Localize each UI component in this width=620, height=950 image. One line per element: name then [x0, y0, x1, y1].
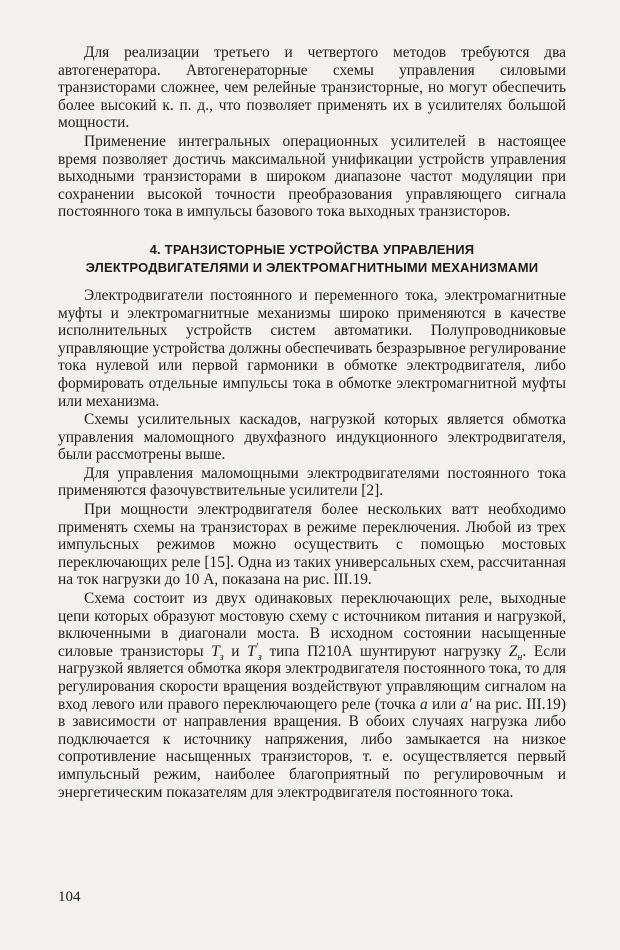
section-paragraph-3: Для управления маломощными электродвигателями постоянного тока применяются фазочувствительные усилители [2]. — [58, 464, 566, 500]
section-heading-line-1: 4. ТРАНЗИСТОРНЫЕ УСТРОЙСТВА УПРАВЛЕНИЯ — [149, 241, 475, 257]
paragraph-5-and: и — [223, 642, 248, 660]
intro-paragraph-2: Применение интегральных операционных усилителей в настоящее время позволяет достичь максимальной унификации устройств управления выходными транзисторами в широком диапазоне частот модуляции при сохранении высокой точности преобразования управляющего сигнала постоянного тока в импульсы базового тока выходных транзисторов. — [58, 132, 566, 221]
section-paragraph-2: Схемы усилительных каскадов, нагрузкой которых является обмотка управления маломощного двухфазного индукционного электродвигателя, были рассмотрены выше. — [58, 411, 566, 464]
paragraph-5-text-1: Схема состоит из двух одинаковых переключающих реле, выходные цепи которых образуют мостовую схему с источником питания и нагрузкой, включенными в диагонали моста. В исходном состоянии насыщенные силовые транзисторы — [58, 590, 566, 660]
intro-paragraph-1: Для реализации третьего и четвертого методов требуются два автогенератора. Автогенераторные схемы управления силовыми транзисторами сложнее, чем релейные транзисторные, но могут обеспечить более высокий к. п. д., что позволяет применять их в усилителях большой мощности. — [58, 44, 566, 132]
transistor-symbol-t3: $T_з$ — [211, 642, 224, 663]
paragraph-5-text-3: . Если нагрузкой является обмотка якоря электродвигателя постоянного тока, то для регулирования скорости вращения воздействуют управляющим сигналом на вход левого или правого переключающего реле (точка — [58, 642, 566, 713]
transistor-symbol-t3-prime: $T'_з$ — [247, 641, 262, 663]
load-symbol-zn: $Z_н$ — [508, 642, 523, 663]
point-a-prime: a′ — [460, 695, 472, 713]
section-paragraph-1: Электродвигатели постоянного и переменного тока, электромагнитные муфты и электромагнитные механизмы широко применяются в качестве исполнительных устройств систем автоматики. Полупроводниковые управляющие устройства должны обеспечивать безразрывное регулирование тока нулевой или первой гармоники в обмотке электродвигателя, либо формировать отдельные импульсы тока в обмотке электромагнитной муфты или механизма. — [58, 286, 566, 410]
point-a: a — [420, 695, 428, 713]
section-heading-line-2: ЭЛЕКТРОДВИГАТЕЛЯМИ И ЭЛЕКТРОМАГНИТНЫМИ МЕХАНИЗМАМИ — [85, 259, 539, 275]
page-number: 104 — [58, 889, 81, 905]
section-heading — [58, 241, 566, 277]
paragraph-5-or: или — [427, 695, 461, 713]
paragraph-5-text-2: типа П210А шунтируют нагрузку — [261, 642, 509, 660]
section-paragraph-4: При мощности электродвигателя более нескольких ватт необходимо применять схемы на транзисторах в режиме переключения. Любой из трех импульсных режимов можно осуществить с помощью мостовых переключающих реле [15]. Одна из таких универсальных схем, рассчитанная на ток нагрузки до 10 А, показана на рис. III.19. — [58, 501, 566, 589]
section-paragraph-5 — [58, 590, 566, 801]
paragraph-5-text-4: на рис. III.19) в зависимости от направления вращения. В обоих случаях нагрузка либо подключается к источнику напряжения, либо замыкается на низкое сопротивление насыщенных транзисторов, т. е. осуществляется первый импульсный режим, наиболее благоприятный по регулировочным и энергетическим показателям для электродвигателя постоянного тока. — [58, 695, 566, 801]
